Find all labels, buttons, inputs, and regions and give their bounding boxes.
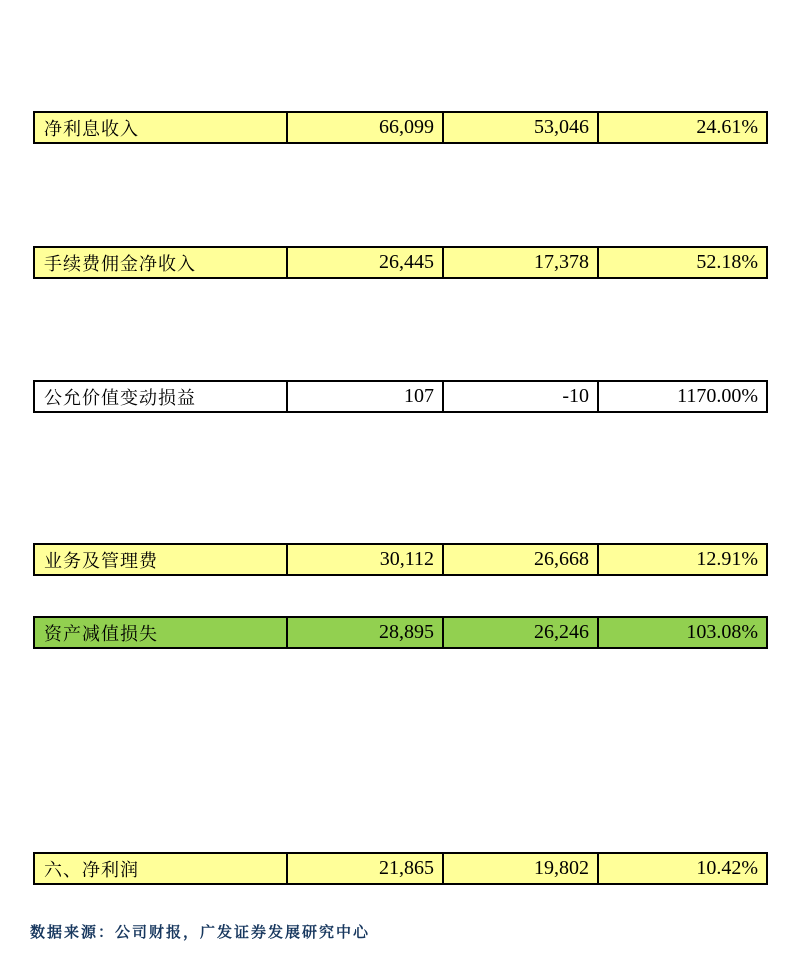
table-row (33, 543, 768, 576)
table-row (33, 380, 768, 413)
table-row (33, 852, 768, 885)
row-label: 手续费佣金净收入 (44, 253, 196, 274)
row-label: 资产减值损失 (44, 623, 158, 644)
table-row (33, 246, 768, 279)
change-pct-cell: 24.61% (597, 113, 766, 142)
value-col2: -10 (442, 382, 597, 411)
data-source-note: 数据来源：公司财报，广发证券发展研究中心 (30, 925, 371, 941)
table-row (33, 616, 768, 649)
value-col1: 107 (286, 382, 442, 411)
value-col2: 53,046 (442, 113, 597, 142)
value-col1: 26,445 (286, 248, 442, 277)
change-pct-cell: 10.42% (597, 854, 766, 883)
row-label: 公允价值变动损益 (44, 387, 196, 408)
row-label: 净利息收入 (44, 118, 139, 139)
change-pct-cell: 103.08% (597, 618, 766, 647)
value-col2: 19,802 (442, 854, 597, 883)
change-pct-cell: 12.91% (597, 545, 766, 574)
value-col1: 30,112 (286, 545, 442, 574)
value-col1: 21,865 (286, 854, 442, 883)
value-col2: 26,668 (442, 545, 597, 574)
value-col1: 28,895 (286, 618, 442, 647)
value-col2: 17,378 (442, 248, 597, 277)
value-col1: 66,099 (286, 113, 442, 142)
change-pct-cell: 52.18% (597, 248, 766, 277)
value-col2: 26,246 (442, 618, 597, 647)
row-label: 六、净利润 (44, 859, 139, 880)
change-pct-cell: 1170.00% (597, 382, 766, 411)
table-row (33, 111, 768, 144)
row-label: 业务及管理费 (44, 550, 158, 571)
